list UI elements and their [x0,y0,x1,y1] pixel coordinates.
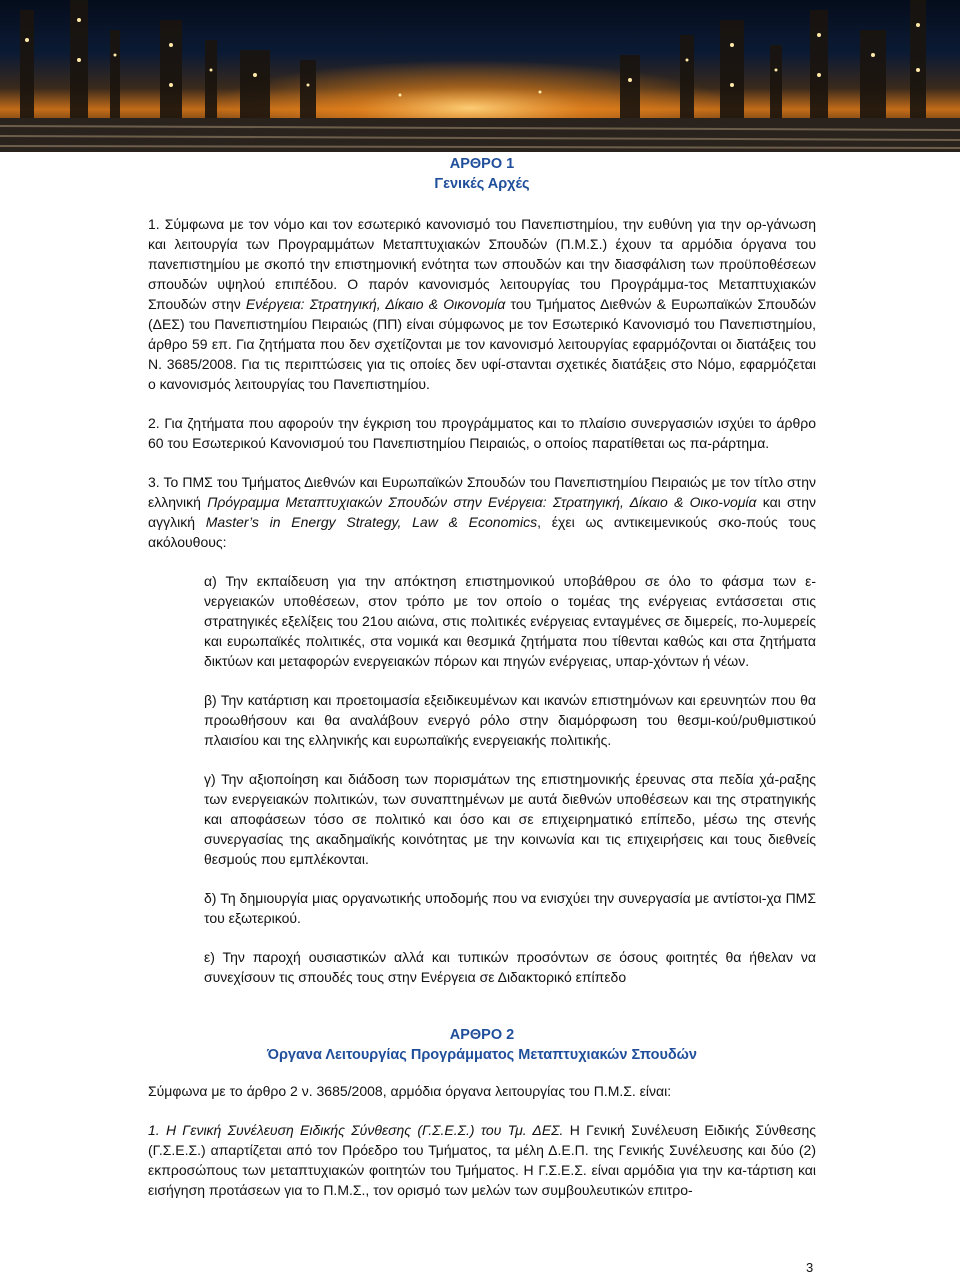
article-2-item-1: 1. Η Γενική Συνέλευση Ειδικής Σύνθεσης (Γ.Σ.Ε.Σ.) του Τμ. ΔΕΣ. Η Γενική Συνέλευση Ειδικής Σύνθεσης (Γ.Σ.Ε.Σ.) απαρτίζεται από τον Πρόεδρο του Τμήματος, τα μέλη Δ.Ε.Π. της Γενικής Συνέλευσης και δύο (2) εκπροσώπους των μεταπτυχιακών φοιτητών του Τμήματος. Η Γ.Σ.Ε.Σ. είναι αρμόδια για την κα-τάρτιση και εισήγηση προτάσεων για το Π.Μ.Σ., τον ορισμό των μελών των συμβουλευτικών επιτρο- [148,1122,816,1198]
objective-c: γ) Την αξιοποίηση και διάδοση των πορισμάτων της επιστημονικής έρευνας στα πεδία χά-ραξης των ενεργειακών πολιτικών, των συναπτημένων με αυτά διεθνών υποθέσεων και της στρατηγικής και αποφάσεων τόσο σε πολιτικό και όσο και σε επιχειρηματικό επίπεδο, μέσω της στενής συνεργασίας της ακαδημαϊκής κοινότητας με την κοινωνία και τις επιχειρήσεις και τους διεθνείς θεσμούς που εμπλέκονται. [204,771,816,867]
article-1-paragraph-3: 3. Το ΠΜΣ του Τμήματος Διεθνών και Ευρωπαϊκών Σπουδών του Πανεπιστημίου Πειραιώς με τον τίτλο στην ελληνική Πρόγραμμα Μεταπτυχιακών Σπουδών στην Ενέργεια: Στρατηγική, Δίκαιο & Οικο-νομία και στην αγγλική Master’s in Energy Strategy, Law & Economics, έχει ως αντικειμενικούς σκο-πούς τους ακόλουθους: [148,474,817,550]
article-1-paragraph-2: 2. Για ζητήματα που αφορούν την έγκριση του προγράμματος και το πλαίσιο συνεργασιών ισχύει το άρθρο 60 του Εσωτερικού Κανονισμού του Πανεπιστημίου Πειραιώς, ο οποίος παρατίθεται ως πα-ράρτημα. [148,415,816,451]
article-1-subtitle: Γενικές Αρχές [434,176,530,192]
document-page [148,152,816,1200]
objective-a: α) Την εκπαίδευση για την απόκτηση επιστημονικού υποβάθρου σε όλο το φάσμα των ε-νεργειακών υποθέσεων, στον τρόπο με τον οποίο ο τομέας της ενέργειας εντάσσεται στις στρατηγικές εξελίξεις του 21ου αιώνα, στις πολιτικές ενέργειας ενταγμένες σε διμερείς, πο-λυμερείς και ευρωπαϊκές πολιτικές, στα νομικά και θεσμικά ζητήματα που τίθενται καθώς και στα ζητήματα δικτύων και μεταφορών ενεργειακών πόρων και πηγών ενέργειας, υπαρ-χόντων ή νέων. [204,573,816,669]
article-2-title: ΑΡΘΡΟ 2 [449,1027,515,1043]
objective-d: δ) Τη δημιουργία μιας οργανωτικής υποδομής που να ενισχύει την συνεργασία με αντίστοι-χα ΠΜΣ του εξωτερικού. [204,890,816,926]
article-1-paragraph-1: 1. Σύμφωνα με τον νόμο και τον εσωτερικό κανονισμό του Πανεπιστημίου, την ευθύνη για την ορ-γάνωση και λειτουργία των Προγραμμάτων Μεταπτυχιακών Σπουδών (Π.Μ.Σ.) έχουν τα αρμόδια όργανα του πανεπιστημίου με σκοπό την επιστημονική ενότητα των σπουδών και την διασφάλιση των προϋποθέσεων σπουδών υψηλού επιπέδου. Ο παρόν κανονισμός λειτουργίας του Προγράμμα-τος Μεταπτυχιακών Σπουδών στην Ενέργεια: Στρατηγική, Δίκαιο & Οικονομία του Τμήματος Διεθνών & Ευρωπαϊκών Σπουδών (ΔΕΣ) του Πανεπιστημίου Πειραιώς (ΠΠ) είναι σύμφωνος με τον Εσωτερικό Κανονισμό του Πανεπιστημίου, άρθρο 59 επ. Για ζητήματα που δεν σχετίζονται με τον κανονισμό λειτουργίας εφαρμόζονται οι διατάξεις του Ν. 3685/2008. Για τις περιπτώσεις για τις οποίες δεν υφί-στανται σχετικές διατάξεις στο Νόμο, εφαρμόζεται ο κανονισμός λειτουργίας του Πανεπιστημίου. [148,216,816,392]
article-1-title: ΑΡΘΡΟ 1 [449,156,515,172]
refinery-banner-image [0,0,960,152]
article-2-intro: Σύμφωνα με το άρθρο 2 ν. 3685/2008, αρμόδια όργανα λειτουργίας του Π.Μ.Σ. είναι: [148,1083,672,1099]
refinery-banner-graphic [0,0,960,152]
objective-b: β) Την κατάρτιση και προετοιμασία εξειδικευμένων και ικανών επιστημόνων και ερευνητών που θα προωθήσουν και θα αναλάβουν ενεργό ρόλο στην διαμόρφωση του θεσμι-κού/ρυθμιστικού πλαισίου και της ελληνικής και ευρωπαϊκής ενεργειακής πολιτικής. [204,692,816,748]
objective-e: ε) Την παροχή ουσιαστικών αλλά και τυπικών προσόντων σε όσους φοιτητές θα ήθελαν να συνεχίσουν τις σπουδές τους στην Ενέργεια σε Διδακτορικό επίπεδο [204,949,816,985]
page-number: 3 [806,1260,814,1275]
article-2-subtitle: Όργανα Λειτουργίας Προγράμματος Μεταπτυχιακών Σπουδών [266,1047,697,1063]
